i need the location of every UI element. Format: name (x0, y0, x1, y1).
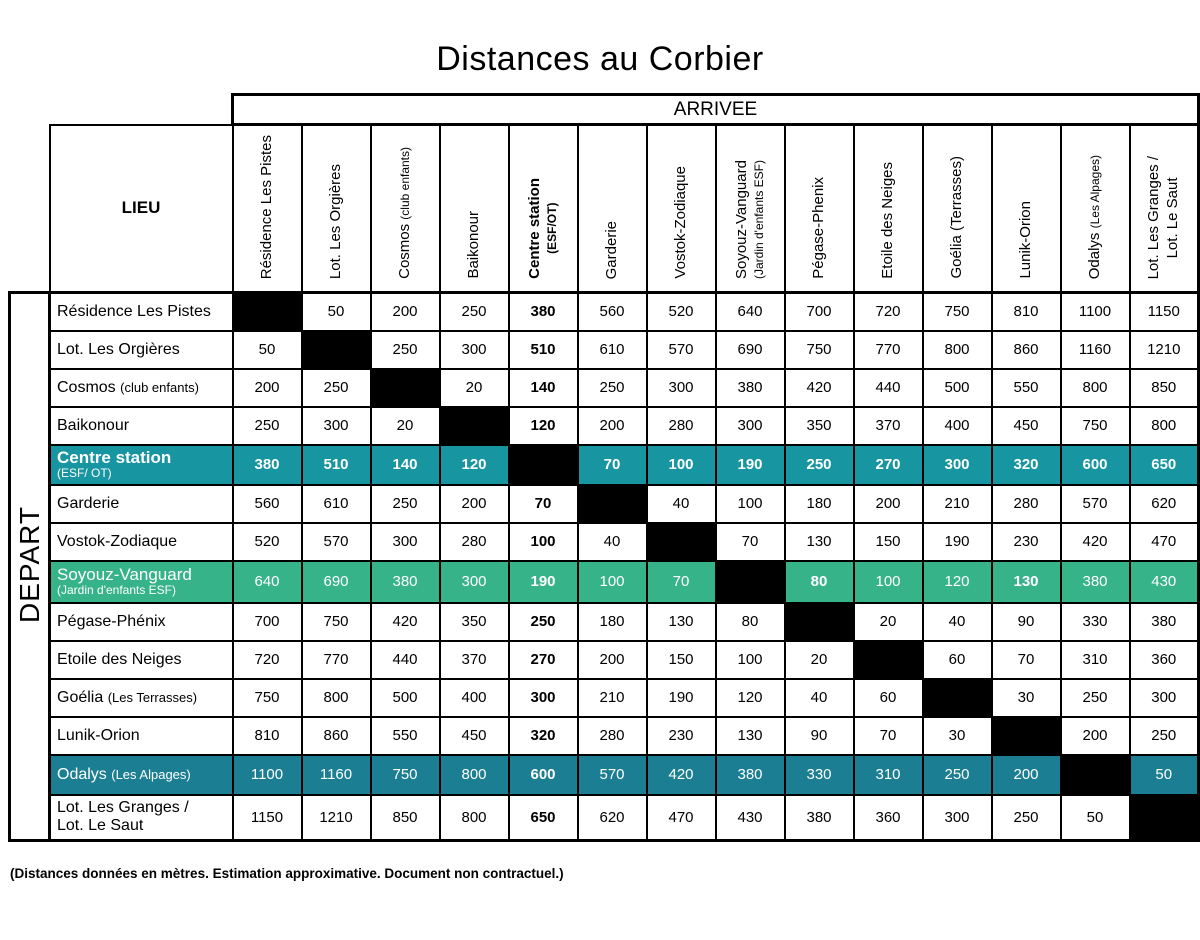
distance-cell: 310 (854, 755, 923, 795)
distance-cell: 570 (578, 755, 647, 795)
distance-cell: 470 (1130, 523, 1199, 561)
distance-cell: 380 (716, 369, 785, 407)
distance-cell: 200 (854, 485, 923, 523)
row-header-14: Lot. Les Granges / Lot. Le Saut (50, 795, 233, 841)
col-header-6: Garderie (578, 125, 647, 293)
distance-cell: 380 (1061, 561, 1130, 603)
distance-cell: 50 (1061, 795, 1130, 841)
distance-cell: 200 (371, 293, 440, 331)
distance-cell: 100 (716, 485, 785, 523)
distance-cell: 800 (440, 795, 509, 841)
diagonal-cell (647, 523, 716, 561)
table-row (10, 445, 1199, 485)
distance-cell: 130 (992, 561, 1061, 603)
distance-cell: 60 (854, 679, 923, 717)
corner-blank (10, 95, 233, 125)
table-row (10, 717, 1199, 755)
distance-cell: 800 (1061, 369, 1130, 407)
distance-cell: 750 (785, 331, 854, 369)
table-row (10, 561, 1199, 603)
distance-cell: 250 (1130, 717, 1199, 755)
diagonal-cell (440, 407, 509, 445)
distance-cell: 570 (302, 523, 371, 561)
distance-cell: 420 (785, 369, 854, 407)
distance-cell: 860 (302, 717, 371, 755)
distance-cell: 330 (785, 755, 854, 795)
distance-cell: 550 (371, 717, 440, 755)
distance-cell: 800 (440, 755, 509, 795)
distance-cell: 800 (923, 331, 992, 369)
row-header-2: Lot. Les Orgières (50, 331, 233, 369)
distance-cell: 440 (371, 641, 440, 679)
distance-cell: 40 (785, 679, 854, 717)
distance-cell: 250 (371, 485, 440, 523)
distance-cell: 570 (1061, 485, 1130, 523)
distance-cell: 230 (647, 717, 716, 755)
distance-cell: 380 (785, 795, 854, 841)
depart-header: DEPART (10, 293, 50, 841)
distance-cell: 300 (509, 679, 578, 717)
distance-cell: 400 (440, 679, 509, 717)
page-title: Distances au Corbier (436, 40, 764, 78)
distance-cell: 800 (1130, 407, 1199, 445)
distance-cell: 400 (923, 407, 992, 445)
distance-cell: 80 (716, 603, 785, 641)
table-row (10, 679, 1199, 717)
distance-cell: 300 (923, 795, 992, 841)
distance-cell: 20 (785, 641, 854, 679)
row-header-5: Centre station (ESF/ OT) (50, 445, 233, 485)
table-row (10, 331, 1199, 369)
distance-cell: 320 (509, 717, 578, 755)
distance-cell: 280 (992, 485, 1061, 523)
distance-cell: 610 (302, 485, 371, 523)
distance-cell: 250 (578, 369, 647, 407)
distance-cell: 20 (371, 407, 440, 445)
distance-cell: 200 (233, 369, 302, 407)
distance-cell: 350 (440, 603, 509, 641)
distance-cell: 70 (716, 523, 785, 561)
distance-cell: 190 (509, 561, 578, 603)
distance-cell: 50 (1130, 755, 1199, 795)
row-header-12: Lunik-Orion (50, 717, 233, 755)
diagonal-cell (1061, 755, 1130, 795)
distance-cell: 250 (233, 407, 302, 445)
distance-cell: 190 (923, 523, 992, 561)
col-header-5: Centre station (ESF/OT) (509, 125, 578, 293)
distance-cell: 270 (854, 445, 923, 485)
diagonal-cell (578, 485, 647, 523)
distance-cell: 280 (647, 407, 716, 445)
distance-cell: 690 (716, 331, 785, 369)
distance-cell: 70 (647, 561, 716, 603)
distance-cell: 210 (578, 679, 647, 717)
distance-cell: 810 (992, 293, 1061, 331)
distance-cell: 700 (233, 603, 302, 641)
distance-cell: 380 (1130, 603, 1199, 641)
row-header-4: Baikonour (50, 407, 233, 445)
distance-cell: 150 (647, 641, 716, 679)
distance-cell: 100 (647, 445, 716, 485)
col-header-7: Vostok-Zodiaque (647, 125, 716, 293)
distance-cell: 250 (440, 293, 509, 331)
distance-cell: 210 (923, 485, 992, 523)
distance-cell: 550 (992, 369, 1061, 407)
row-header-6: Garderie (50, 485, 233, 523)
distance-cell: 1150 (233, 795, 302, 841)
distance-cell: 370 (440, 641, 509, 679)
distance-cell: 600 (509, 755, 578, 795)
distance-cell: 190 (716, 445, 785, 485)
distance-cell: 1160 (1061, 331, 1130, 369)
row-header-1: Résidence Les Pistes (50, 293, 233, 331)
col-header-10: Etoile des Neiges (854, 125, 923, 293)
distance-cell: 750 (302, 603, 371, 641)
row-header-9: Pégase-Phénix (50, 603, 233, 641)
distance-cell: 1160 (302, 755, 371, 795)
distance-cell: 50 (302, 293, 371, 331)
distance-cell: 850 (1130, 369, 1199, 407)
distance-cell: 500 (923, 369, 992, 407)
distance-cell: 120 (509, 407, 578, 445)
footnote: (Distances données en mètres. Estimation approximative. Document non contractuel.) (10, 866, 564, 881)
distance-cell: 230 (992, 523, 1061, 561)
distance-cell: 690 (302, 561, 371, 603)
table-row (10, 369, 1199, 407)
distance-cell: 450 (992, 407, 1061, 445)
diagonal-cell (302, 331, 371, 369)
distance-cell: 1210 (1130, 331, 1199, 369)
distance-cell: 20 (854, 603, 923, 641)
row-header-7: Vostok-Zodiaque (50, 523, 233, 561)
distance-cell: 360 (1130, 641, 1199, 679)
distance-cell: 120 (923, 561, 992, 603)
diagonal-cell (785, 603, 854, 641)
distance-cell: 560 (233, 485, 302, 523)
row-header-8: Soyouz-Vanguard (Jardin d'enfants ESF) (50, 561, 233, 603)
distance-cell: 20 (440, 369, 509, 407)
distance-cell: 100 (578, 561, 647, 603)
table-row (10, 755, 1199, 795)
row-header-13: Odalys (Les Alpages) (50, 755, 233, 795)
distance-cell: 150 (854, 523, 923, 561)
col-header-14: Lot. Les Granges / Lot. Le Saut (1130, 125, 1199, 293)
row-header-11: Goélia (Les Terrasses) (50, 679, 233, 717)
distance-cell: 350 (785, 407, 854, 445)
distance-cell: 1210 (302, 795, 371, 841)
distance-cell: 130 (785, 523, 854, 561)
distance-cell: 280 (440, 523, 509, 561)
col-header-13: Odalys (Les Alpages) (1061, 125, 1130, 293)
distance-cell: 280 (578, 717, 647, 755)
distance-cell: 750 (233, 679, 302, 717)
distance-cell: 750 (923, 293, 992, 331)
diagonal-cell (854, 641, 923, 679)
col-header-2: Lot. Les Orgières (302, 125, 371, 293)
distance-cell: 80 (785, 561, 854, 603)
distance-cell: 120 (440, 445, 509, 485)
distance-cell: 300 (923, 445, 992, 485)
distance-cell: 720 (233, 641, 302, 679)
column-header-row (10, 125, 1199, 293)
distance-cell: 510 (509, 331, 578, 369)
distance-cell: 100 (854, 561, 923, 603)
distance-cell: 520 (647, 293, 716, 331)
diagonal-cell (233, 293, 302, 331)
distance-cell: 70 (509, 485, 578, 523)
distance-cell: 380 (509, 293, 578, 331)
distance-cell: 250 (509, 603, 578, 641)
col-header-12: Lunik-Orion (992, 125, 1061, 293)
distance-cell: 300 (302, 407, 371, 445)
distance-cell: 500 (371, 679, 440, 717)
table-row (10, 293, 1199, 331)
distance-cell: 420 (1061, 523, 1130, 561)
table-row (10, 603, 1199, 641)
distance-cell: 320 (992, 445, 1061, 485)
distance-cell: 90 (785, 717, 854, 755)
distance-cell: 1100 (233, 755, 302, 795)
distance-cell: 800 (302, 679, 371, 717)
col-header-11: Goélia (Terrasses) (923, 125, 992, 293)
distance-cell: 200 (992, 755, 1061, 795)
distance-cell: 90 (992, 603, 1061, 641)
distance-cell: 300 (440, 561, 509, 603)
distance-cell: 310 (1061, 641, 1130, 679)
distance-cell: 370 (854, 407, 923, 445)
distance-cell: 300 (647, 369, 716, 407)
distance-cell: 200 (578, 407, 647, 445)
distance-cell: 750 (1061, 407, 1130, 445)
lieu-header: LIEU (50, 125, 233, 293)
table-row (10, 523, 1199, 561)
distance-cell: 70 (992, 641, 1061, 679)
distance-cell: 750 (371, 755, 440, 795)
distance-cell: 250 (1061, 679, 1130, 717)
distance-cell: 430 (1130, 561, 1199, 603)
distance-cell: 330 (1061, 603, 1130, 641)
distance-cell: 770 (302, 641, 371, 679)
distance-cell: 130 (647, 603, 716, 641)
distance-cell: 300 (716, 407, 785, 445)
distance-cell: 190 (647, 679, 716, 717)
distance-cell: 40 (578, 523, 647, 561)
row-header-10: Etoile des Neiges (50, 641, 233, 679)
distance-cell: 380 (233, 445, 302, 485)
distance-cell: 430 (716, 795, 785, 841)
distance-cell: 810 (233, 717, 302, 755)
distance-cell: 200 (578, 641, 647, 679)
distance-cell: 70 (578, 445, 647, 485)
distance-cell: 650 (1130, 445, 1199, 485)
col-header-8: Soyouz-Vanguard (Jardin d'enfants ESF) (716, 125, 785, 293)
distance-cell: 440 (854, 369, 923, 407)
distance-cell: 100 (716, 641, 785, 679)
distance-cell: 60 (923, 641, 992, 679)
distance-cell: 30 (923, 717, 992, 755)
distance-matrix-table (8, 93, 1200, 842)
distance-cell: 120 (716, 679, 785, 717)
distance-cell: 250 (371, 331, 440, 369)
diagonal-cell (1130, 795, 1199, 841)
distance-cell: 1100 (1061, 293, 1130, 331)
corner-blank (10, 125, 50, 293)
distance-cell: 200 (1061, 717, 1130, 755)
distance-cell: 270 (509, 641, 578, 679)
distance-cell: 130 (716, 717, 785, 755)
distance-cell: 300 (440, 331, 509, 369)
table-row (10, 485, 1199, 523)
distance-cell: 40 (923, 603, 992, 641)
distance-cell: 620 (578, 795, 647, 841)
diagonal-cell (923, 679, 992, 717)
table-row (10, 795, 1199, 841)
distance-cell: 610 (578, 331, 647, 369)
diagonal-cell (992, 717, 1061, 755)
distance-cell: 620 (1130, 485, 1199, 523)
distance-cell: 560 (578, 293, 647, 331)
distance-cell: 360 (854, 795, 923, 841)
distance-cell: 650 (509, 795, 578, 841)
distance-cell: 420 (647, 755, 716, 795)
diagonal-cell (716, 561, 785, 603)
distance-cell: 300 (1130, 679, 1199, 717)
table-row (10, 407, 1199, 445)
distance-cell: 1150 (1130, 293, 1199, 331)
arrivee-header: ARRIVEE (233, 95, 1199, 125)
distance-cell: 140 (371, 445, 440, 485)
col-header-9: Pégase-Phenix (785, 125, 854, 293)
distance-cell: 850 (371, 795, 440, 841)
distance-cell: 380 (371, 561, 440, 603)
row-header-3: Cosmos (club enfants) (50, 369, 233, 407)
distance-cell: 520 (233, 523, 302, 561)
arrivee-band (10, 95, 1199, 125)
distance-cell: 420 (371, 603, 440, 641)
distance-cell: 250 (992, 795, 1061, 841)
distance-cell: 450 (440, 717, 509, 755)
distance-cell: 100 (509, 523, 578, 561)
col-header-1: Résidence Les Pistes (233, 125, 302, 293)
distance-cell: 200 (440, 485, 509, 523)
distance-cell: 30 (992, 679, 1061, 717)
distance-cell: 250 (785, 445, 854, 485)
distance-cell: 570 (647, 331, 716, 369)
distance-cell: 720 (854, 293, 923, 331)
distance-cell: 600 (1061, 445, 1130, 485)
distance-cell: 250 (923, 755, 992, 795)
distance-cell: 700 (785, 293, 854, 331)
distance-cell: 860 (992, 331, 1061, 369)
distance-cell: 510 (302, 445, 371, 485)
col-header-4: Baikonour (440, 125, 509, 293)
distance-cell: 180 (785, 485, 854, 523)
distance-cell: 380 (716, 755, 785, 795)
diagonal-cell (509, 445, 578, 485)
distance-cell: 470 (647, 795, 716, 841)
distance-cell: 40 (647, 485, 716, 523)
distance-cell: 640 (716, 293, 785, 331)
distance-cell: 50 (233, 331, 302, 369)
distance-cell: 140 (509, 369, 578, 407)
diagonal-cell (371, 369, 440, 407)
distance-cell: 250 (302, 369, 371, 407)
distance-cell: 180 (578, 603, 647, 641)
distance-cell: 70 (854, 717, 923, 755)
distance-cell: 770 (854, 331, 923, 369)
col-header-3: Cosmos (club enfants) (371, 125, 440, 293)
table-row (10, 641, 1199, 679)
distance-cell: 300 (371, 523, 440, 561)
distance-cell: 640 (233, 561, 302, 603)
